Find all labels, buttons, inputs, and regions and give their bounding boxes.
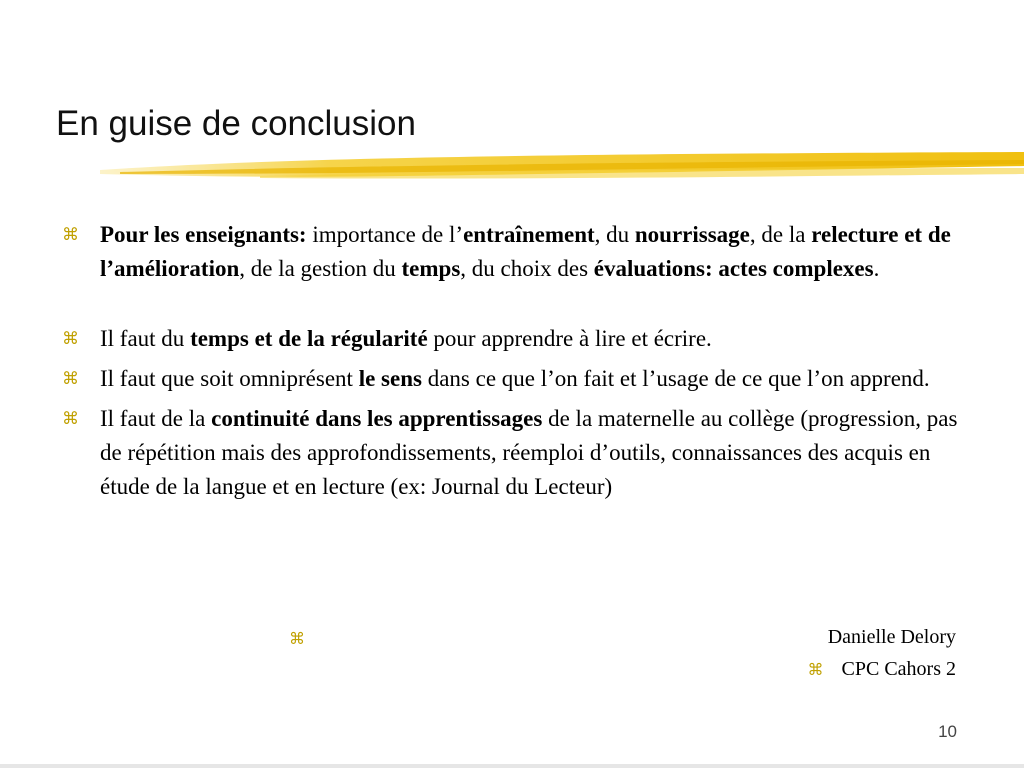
place-of-interest-icon: ⌘ bbox=[62, 409, 79, 429]
bottom-divider bbox=[0, 764, 1024, 768]
author-name: Danielle Delory bbox=[827, 626, 956, 648]
place-of-interest-icon: ⌘ bbox=[62, 225, 79, 245]
page-number: 10 bbox=[938, 722, 957, 741]
organization-item bbox=[808, 658, 956, 681]
bullet-bold-text: Pour les enseignants: bbox=[100, 222, 307, 247]
slide-title: En guise de conclusion bbox=[56, 104, 416, 143]
bullet-text: , de la bbox=[749, 222, 812, 247]
place-of-interest-icon: ⌘ bbox=[289, 629, 305, 648]
bullet-bold-text: nourrissage bbox=[634, 222, 750, 247]
bullet-text: , de la gestion du bbox=[239, 256, 402, 281]
bullet-text: , du bbox=[594, 222, 635, 247]
bullet-text: de la maternelle au collège (progression, pas de répétition mais des approfondissements, réemploi d’outils, connaissances des acquis en étude de la langue et en lecture (ex: Journal du Lecteur) bbox=[100, 406, 958, 499]
bullet-bold-text: temps et de la régularité bbox=[190, 326, 428, 351]
bullet-text: dans ce que l’on fait et l’usage de ce que l’on apprend. bbox=[421, 366, 930, 391]
bullet-text: Il faut du bbox=[100, 326, 191, 351]
title-underline-brush-stroke bbox=[100, 148, 1024, 190]
organization-line bbox=[0, 658, 956, 688]
bullet-bold-text: le sens bbox=[358, 366, 422, 391]
bullet-bold-text: relecture et de l’amélioration bbox=[100, 222, 951, 281]
organization-name: CPC Cahors 2 bbox=[841, 658, 956, 680]
bullet-item-continuity bbox=[62, 402, 962, 504]
bullet-text: . bbox=[873, 256, 880, 281]
bullet-text: Il faut de la bbox=[100, 406, 212, 431]
bullet-list bbox=[62, 218, 962, 504]
bullet-text: importance de l’ bbox=[306, 222, 464, 247]
bullet-bold-text: continuité dans les apprentissages bbox=[211, 406, 543, 431]
bullet-text: pour apprendre à lire et écrire. bbox=[427, 326, 712, 351]
author-line bbox=[0, 626, 956, 656]
bullet-item-teachers bbox=[62, 218, 962, 286]
bullet-bold-text: temps bbox=[401, 256, 461, 281]
place-of-interest-icon: ⌘ bbox=[807, 660, 824, 679]
bullet-text: , du choix des bbox=[460, 256, 594, 281]
bullet-bold-text: entraînement bbox=[463, 222, 595, 247]
bullet-bold-text: évaluations: actes complexes bbox=[593, 256, 874, 281]
bullet-item-meaning bbox=[62, 362, 962, 396]
bullet-text: Il faut que soit omniprésent bbox=[100, 366, 359, 391]
place-of-interest-icon: ⌘ bbox=[62, 369, 79, 389]
bullet-item-time bbox=[62, 322, 962, 356]
place-of-interest-icon: ⌘ bbox=[62, 329, 79, 349]
